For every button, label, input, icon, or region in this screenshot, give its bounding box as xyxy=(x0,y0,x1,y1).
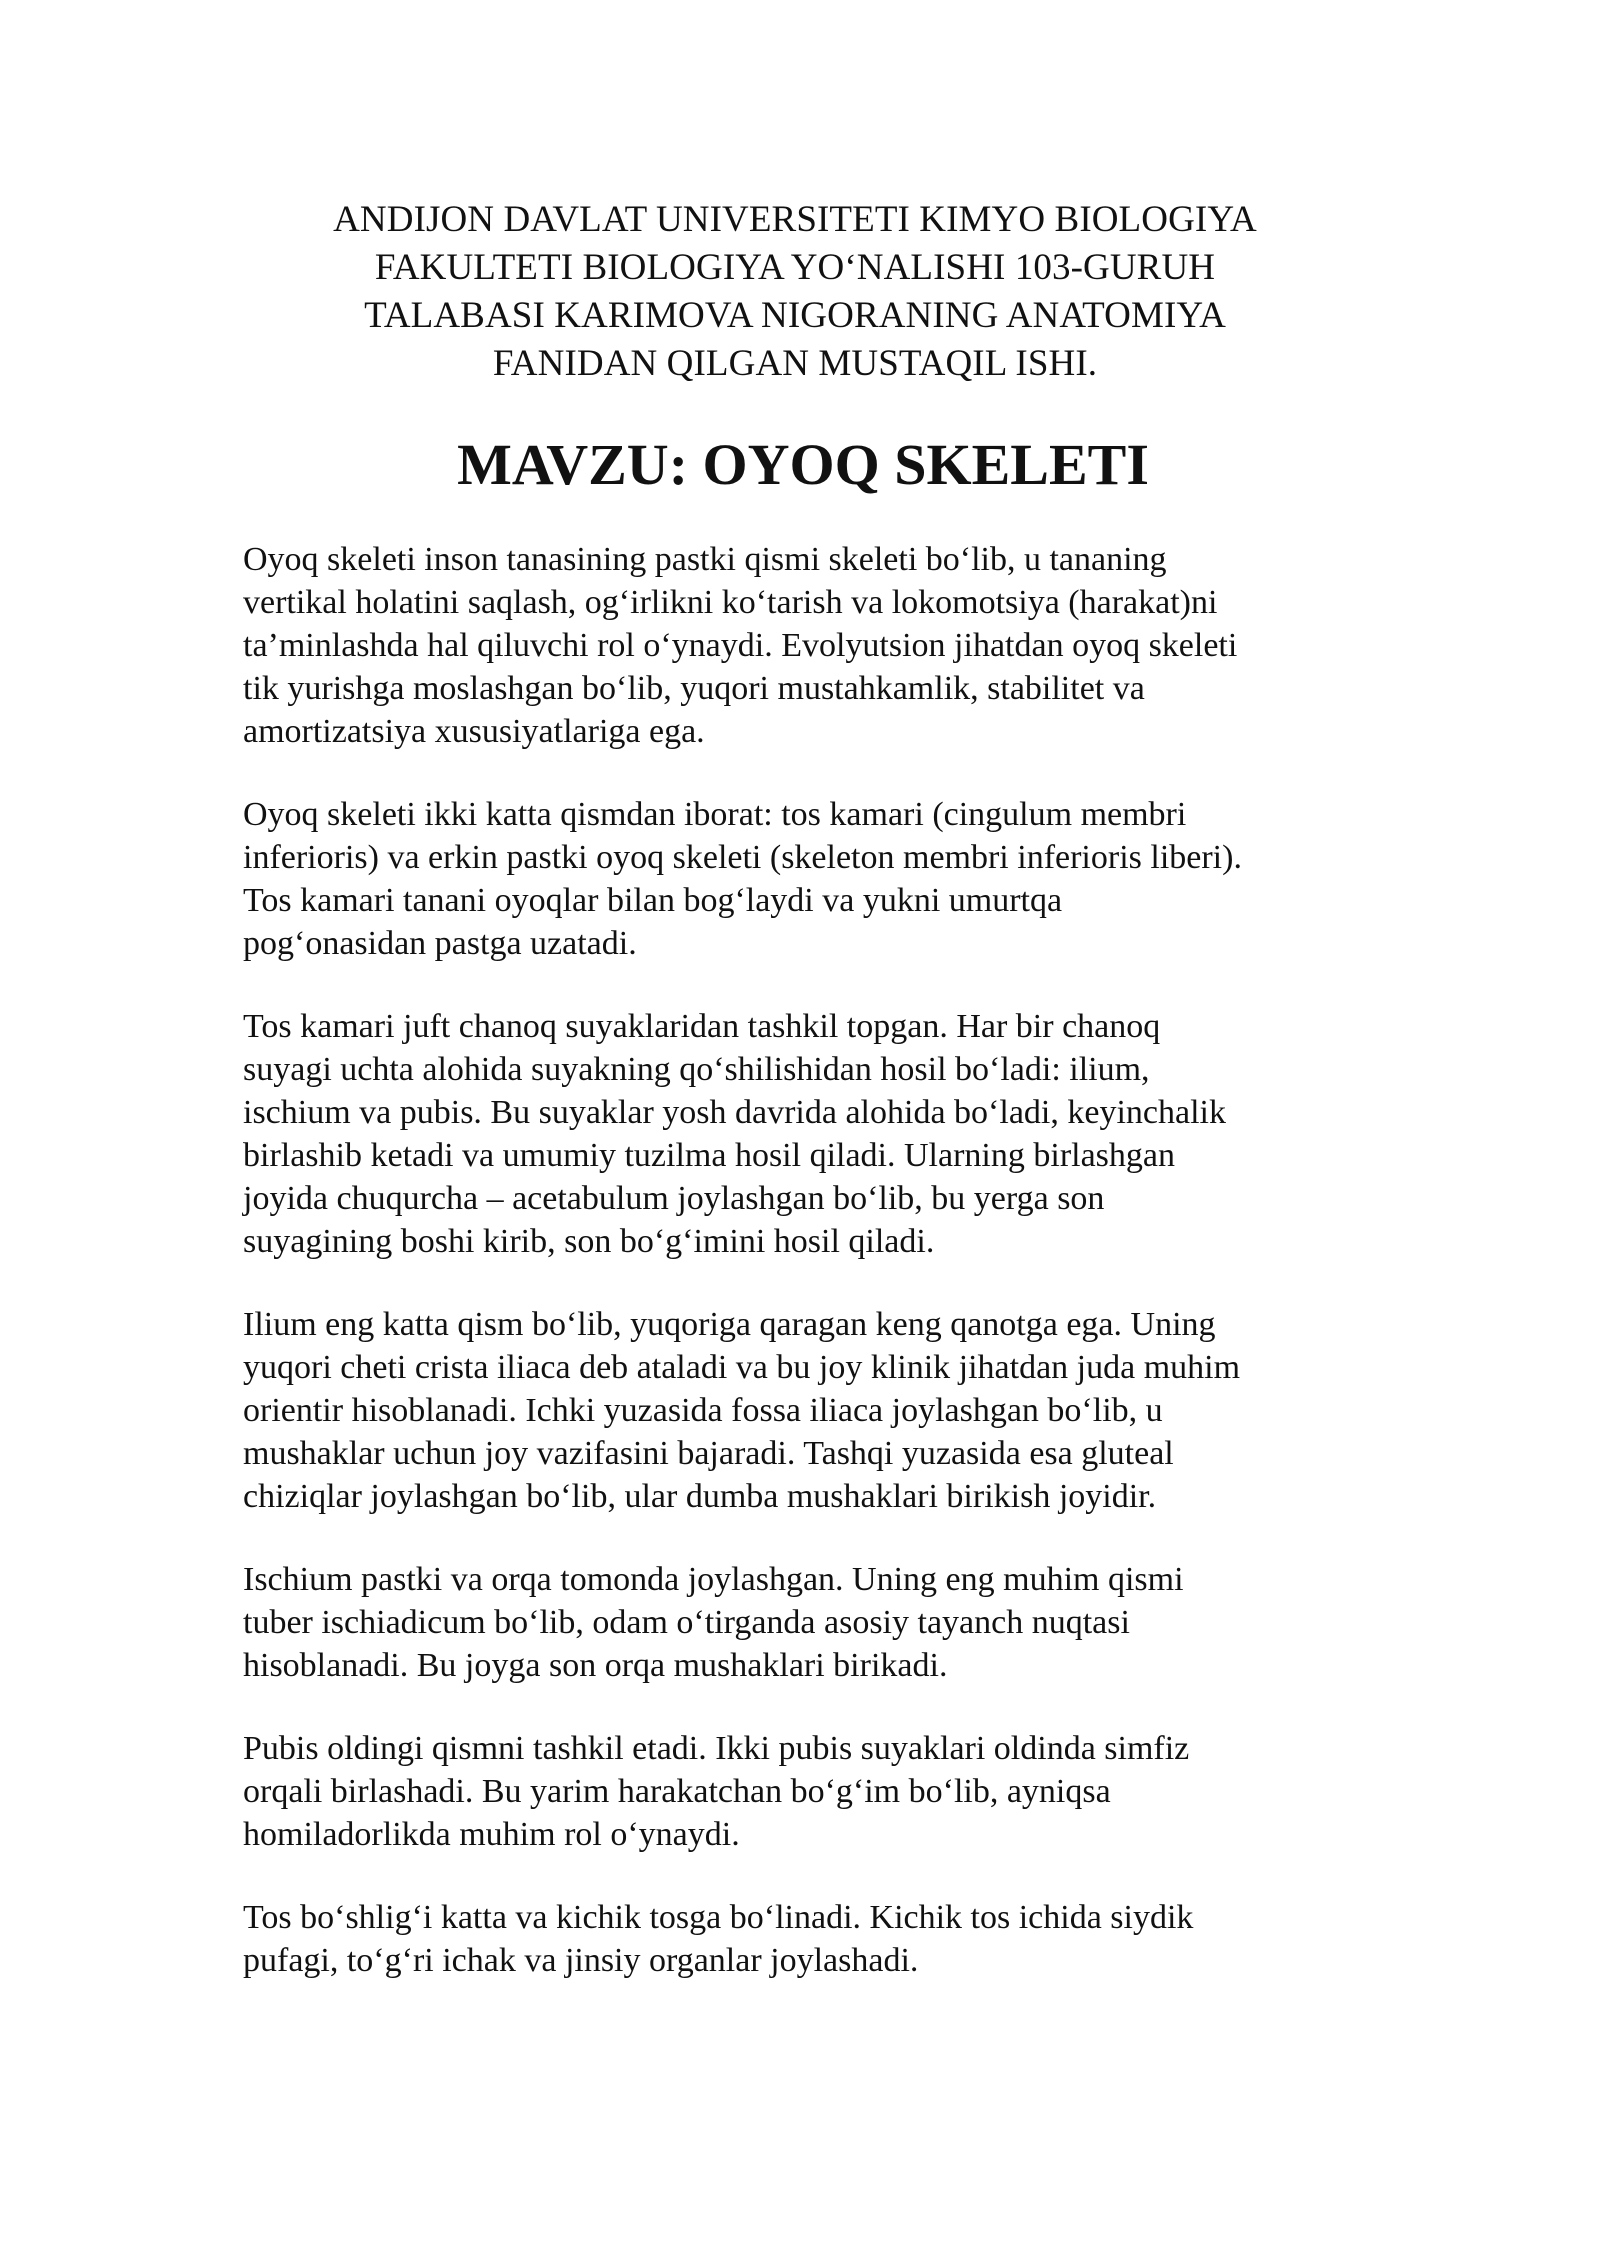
text-line: yuqori cheti crista iliaca deb ataladi va bu joy klinik jihatdan juda muhim xyxy=(243,1349,1241,1386)
text-line: hisoblanadi. Bu joyga son orqa mushaklari birikadi. xyxy=(243,1647,948,1684)
header-line: FANIDAN QILGAN MUSTAQIL ISHI. xyxy=(492,343,1098,384)
text-line: vertikal holatini saqlash, og‘irlikni ko‘tarish va lokomotsiya (harakat)ni xyxy=(243,584,1218,621)
text-line: chiziqlar joylashgan bo‘lib, ular dumba mushaklari birikish joyidir. xyxy=(243,1478,1157,1515)
paragraph-structure xyxy=(243,793,1393,965)
paragraph-pelvic-cavity xyxy=(243,1896,1393,1982)
text-line: pog‘onasidan pastga uzatadi. xyxy=(243,925,637,962)
text-line: ischium va pubis. Bu suyaklar yosh davrida alohida bo‘ladi, keyinchalik xyxy=(243,1094,1226,1131)
text-line: ta’minlashda hal qiluvchi rol o‘ynaydi. Evolyutsion jihatdan oyoq skeleti xyxy=(243,627,1238,664)
paragraph-ischium xyxy=(243,1558,1393,1687)
paragraph-pubis xyxy=(243,1727,1393,1856)
header-line: ANDIJON DAVLAT UNIVERSITETI KIMYO BIOLOGIYA xyxy=(333,199,1257,240)
text-line: Oyoq skeleti ikki katta qismdan iborat: tos kamari (cingulum membri xyxy=(243,796,1187,833)
paragraph-ilium xyxy=(243,1303,1393,1518)
text-line: orientir hisoblanadi. Ichki yuzasida fossa iliaca joylashgan bo‘lib, u xyxy=(243,1392,1163,1429)
text-line: Oyoq skeleti inson tanasining pastki qismi skeleti bo‘lib, u tananing xyxy=(243,541,1167,578)
text-line: inferioris) va erkin pastki oyoq skeleti (skeleton membri inferioris liberi). xyxy=(243,839,1242,876)
paragraph-pelvic-girdle xyxy=(243,1005,1393,1263)
text-line: Tos bo‘shlig‘i katta va kichik tosga bo‘linadi. Kichik tos ichida siydik xyxy=(243,1899,1194,1936)
text-line: Ilium eng katta qism bo‘lib, yuqoriga qaragan keng qanotga ega. Uning xyxy=(243,1306,1216,1343)
text-line: orqali birlashadi. Bu yarim harakatchan bo‘g‘im bo‘lib, ayniqsa xyxy=(243,1773,1111,1810)
text-line: Ischium pastki va orqa tomonda joylashgan. Uning eng muhim qismi xyxy=(243,1561,1184,1598)
text-line: birlashib ketadi va umumiy tuzilma hosil qiladi. Ularning birlashgan xyxy=(243,1137,1175,1174)
text-line: pufagi, to‘g‘ri ichak va jinsiy organlar joylashadi. xyxy=(243,1942,919,1979)
text-line: mushaklar uchun joy vazifasini bajaradi. Tashqi yuzasida esa gluteal xyxy=(243,1435,1174,1472)
text-line: suyagining boshi kirib, son bo‘g‘imini hosil qiladi. xyxy=(243,1223,935,1260)
text-line: Tos kamari juft chanoq suyaklaridan tashkil topgan. Har bir chanoq xyxy=(243,1008,1161,1045)
document-title: MAVZU: OYOQ SKELETI xyxy=(457,432,1149,497)
header-line: FAKULTETI BIOLOGIYA YO‘NALISHI 103-GURUH xyxy=(374,247,1216,288)
text-line: Pubis oldingi qismni tashkil etadi. Ikki pubis suyaklari oldinda simfiz xyxy=(243,1730,1190,1767)
paragraph-intro xyxy=(243,538,1393,753)
text-line: suyagi uchta alohida suyakning qo‘shilishidan hosil bo‘ladi: ilium, xyxy=(243,1051,1150,1088)
text-line: homiladorlikda muhim rol o‘ynaydi. xyxy=(243,1816,740,1853)
text-line: tuber ischiadicum bo‘lib, odam o‘tirganda asosiy tayanch nuqtasi xyxy=(243,1604,1130,1641)
document-header xyxy=(230,196,1360,388)
text-line: tik yurishga moslashgan bo‘lib, yuqori mustahkamlik, stabilitet va xyxy=(243,670,1145,707)
text-line: Tos kamari tanani oyoqlar bilan bog‘laydi va yukni umurtqa xyxy=(243,882,1063,919)
text-line: amortizatsiya xususiyatlariga ega. xyxy=(243,713,705,750)
header-line: TALABASI KARIMOVA NIGORANING ANATOMIYA xyxy=(364,295,1226,336)
text-line: joyida chuqurcha – acetabulum joylashgan bo‘lib, bu yerga son xyxy=(243,1180,1105,1217)
document-body xyxy=(243,538,1393,2022)
